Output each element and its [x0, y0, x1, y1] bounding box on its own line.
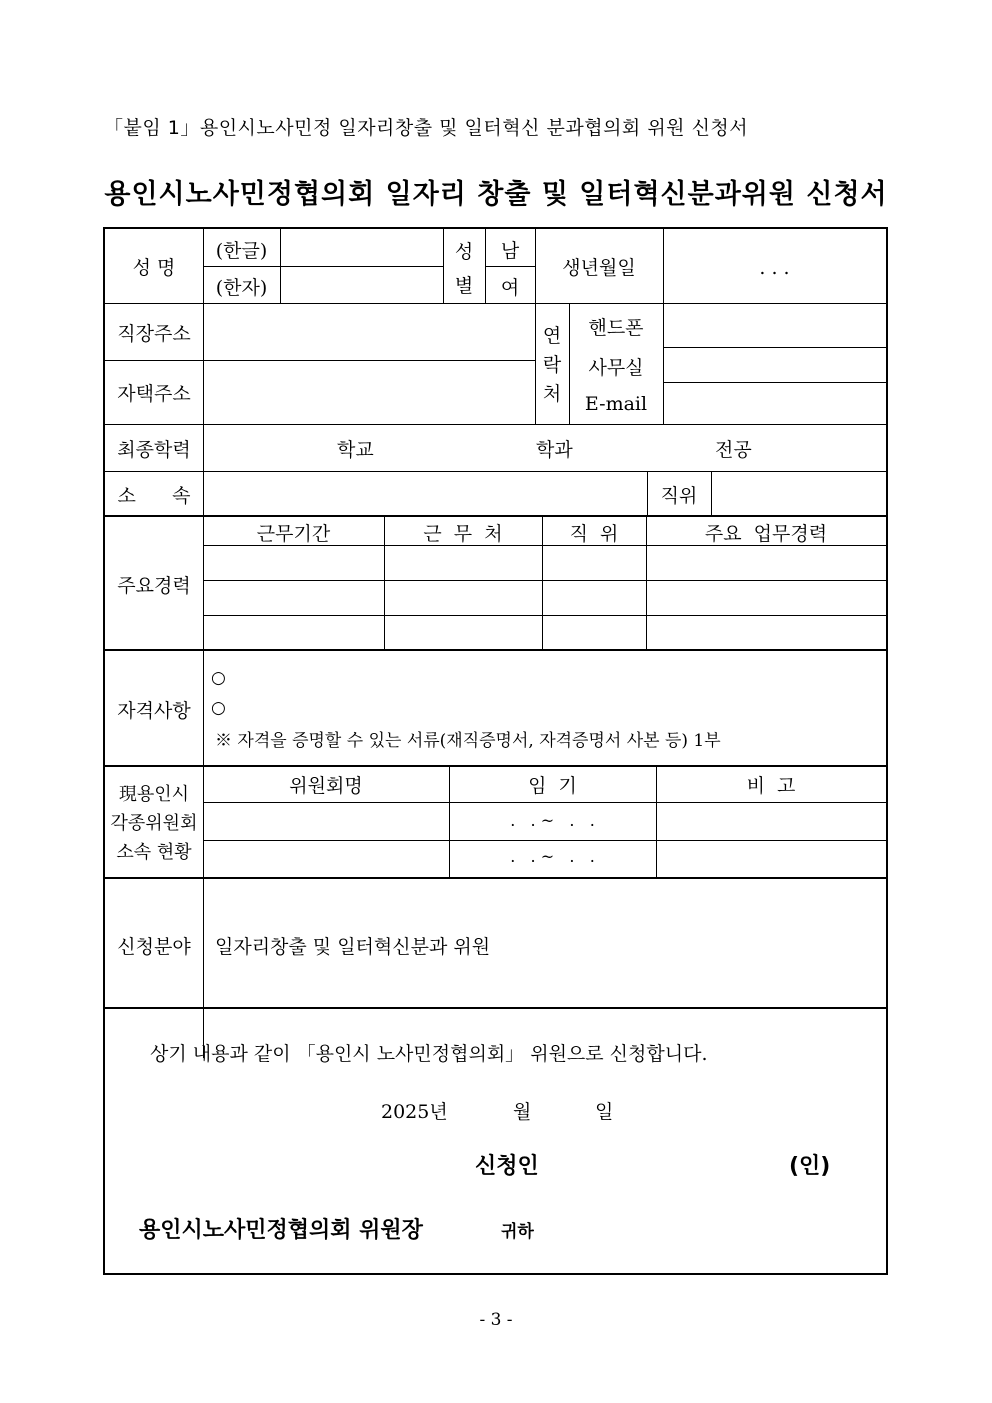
birth-label: 생년월일 [562, 257, 636, 279]
name-hangul-field[interactable] [281, 230, 442, 265]
declaration-month: 월 [513, 1101, 532, 1123]
committee-label-line2: 각종위원회 [110, 813, 198, 834]
gender-male-option[interactable]: 남 [500, 240, 520, 262]
career-header-position: 직 위 [569, 523, 619, 545]
applicant-label: 신청인 [475, 1154, 539, 1179]
home-address-field[interactable] [204, 361, 534, 423]
application-form [103, 227, 888, 1275]
recipient-honorific: 귀하 [501, 1222, 534, 1242]
hanja-label: (한자) [215, 277, 268, 299]
contact-label-3: 처 [542, 383, 562, 405]
work-address-label: 직장주소 [117, 323, 191, 345]
career-row[interactable] [204, 616, 886, 648]
mobile-field[interactable] [664, 304, 886, 346]
department-label: 학과 [536, 439, 573, 461]
declaration-statement: 상기 내용과 같이 「용인시 노사민정협의회」 위원으로 신청합니다. [150, 1043, 708, 1065]
home-address-label: 자택주소 [117, 383, 191, 405]
form-title: 용인시노사민정협의회 일자리 창출 및 일터혁신분과위원 신청서 [104, 179, 888, 210]
career-header-duties: 주요 업무경력 [704, 523, 828, 545]
committee-remarks-field[interactable] [657, 803, 886, 839]
qualification-bullet-1[interactable]: ○ [211, 668, 226, 688]
career-label: 주요경력 [117, 575, 191, 597]
attachment-label: 「붙임 1」용인시노사민정 일자리창출 및 일터혁신 분과협의회 위원 신청서 [104, 117, 749, 139]
contact-label-1: 연 [542, 325, 562, 347]
committee-header-name: 위원회명 [289, 775, 363, 797]
qualification-bullet-2[interactable]: ○ [211, 698, 226, 718]
name-label: 성 명 [132, 257, 176, 279]
committee-header-remarks: 비 고 [746, 775, 796, 797]
committee-remarks-field[interactable] [657, 841, 886, 876]
position-field[interactable] [712, 472, 886, 514]
career-row[interactable] [204, 581, 886, 614]
declaration-day: 일 [595, 1101, 614, 1123]
office-phone-field[interactable] [664, 348, 886, 381]
gender-female-option[interactable]: 여 [500, 277, 520, 299]
birth-field[interactable]: . . . [759, 257, 790, 279]
affiliation-field[interactable] [204, 472, 646, 514]
office-phone-label: 사무실 [588, 357, 644, 379]
affiliation-label: 소 속 [117, 485, 191, 507]
hangul-label: (한글) [215, 240, 268, 262]
email-label: E-mail [584, 393, 648, 415]
qualification-label: 자격사항 [117, 700, 191, 722]
career-header-workplace: 근 무 처 [423, 523, 503, 545]
email-field[interactable] [664, 383, 886, 423]
committee-term-field[interactable]: . . ~ . . [510, 811, 595, 830]
major-label: 전공 [715, 439, 752, 461]
page-number: - 3 - [479, 1310, 513, 1330]
application-field-label: 신청분야 [117, 936, 191, 958]
committee-name-field[interactable] [204, 841, 448, 876]
committee-term-field[interactable]: . . ~ . . [510, 847, 595, 866]
seal-mark: (인) [789, 1154, 831, 1179]
recipient-label: 용인시노사민정협의회 위원장 [139, 1218, 423, 1243]
education-label: 최종학력 [117, 439, 191, 461]
career-row[interactable] [204, 546, 886, 579]
qualification-note: ※ 자격을 증명할 수 있는 서류(재직증명서, 자격증명서 사본 등) 1부 [215, 731, 721, 751]
gender-label-1: 성 [454, 241, 474, 263]
gender-label-2: 별 [454, 275, 474, 297]
committee-name-field[interactable] [204, 803, 448, 839]
mobile-label: 핸드폰 [588, 317, 644, 339]
position-label: 직위 [660, 485, 698, 507]
committee-label-line1: 現용인시 [118, 784, 190, 805]
work-address-field[interactable] [204, 304, 534, 359]
committee-header-term: 임 기 [528, 775, 577, 797]
committee-label-line3: 소속 현황 [116, 842, 192, 863]
application-field-value: 일자리창출 및 일터혁신분과 위원 [215, 936, 491, 958]
declaration-year: 2025년 [381, 1101, 448, 1123]
contact-label-2: 락 [542, 354, 562, 376]
career-header-period: 근무기간 [256, 523, 331, 545]
name-hanja-field[interactable] [281, 267, 442, 302]
school-label: 학교 [337, 439, 374, 461]
